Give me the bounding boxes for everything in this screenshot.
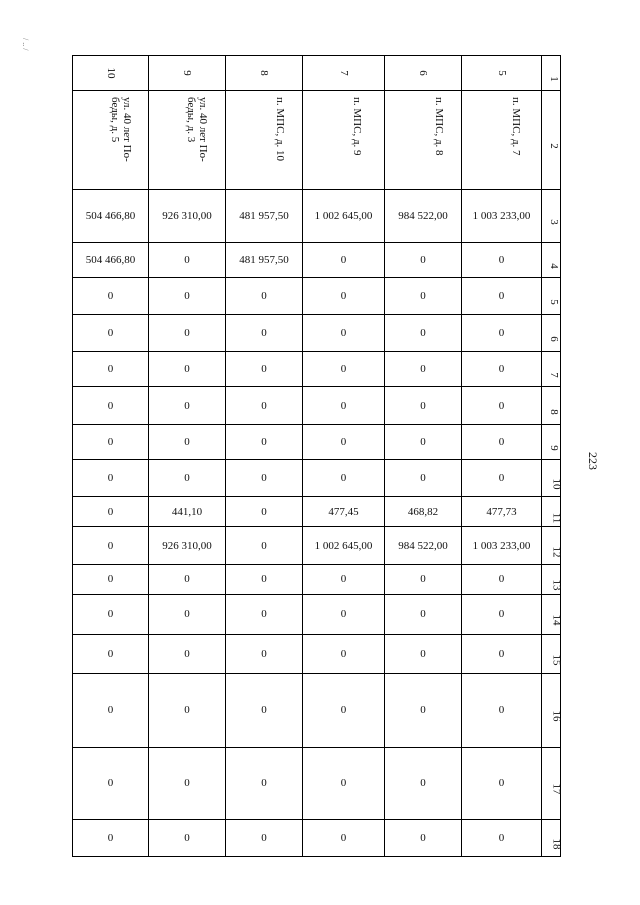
value-cell [462,424,542,459]
row-number-cell-text: 13 [550,579,563,591]
value-cell-text: 0 [107,399,114,412]
value-cell [73,189,149,243]
row-number-cell [542,424,561,459]
row-number-cell [542,634,561,673]
row-number-cell [542,387,561,424]
value-cell [462,278,542,315]
value-cell-text: 0 [420,573,426,586]
table-row [73,819,561,856]
value-cell-text: 0 [261,327,267,340]
value-cell-text: 0 [261,831,267,844]
value-cell-text: 0 [184,363,190,376]
value-cell [462,527,542,564]
address-cell [303,91,385,190]
value-cell [385,747,462,819]
value-cell-text: 0 [261,704,267,717]
value-cell [385,496,462,527]
value-cell [226,243,303,278]
value-cell [226,278,303,315]
row-number-cell [542,278,561,315]
table-row [73,634,561,673]
value-cell-text: 0 [420,471,426,484]
value-cell [303,819,385,856]
address-cell [385,91,462,190]
value-cell-text: 1 002 645,00 [314,210,373,223]
row-number-cell-text: 4 [547,263,560,270]
value-cell-text: 0 [498,831,505,844]
table-row [73,459,561,496]
value-cell-text: 0 [420,777,426,790]
row-number-cell [542,595,561,634]
value-cell-text: 0 [498,254,505,267]
value-cell [226,527,303,564]
value-cell [385,527,462,564]
column-number-cell-text: 7 [337,70,350,76]
value-cell-text: 0 [498,290,505,303]
table-row [73,278,561,315]
value-cell [73,564,149,595]
value-cell [149,243,226,278]
value-cell-text: 0 [498,399,505,412]
value-cell-text: 0 [420,363,426,376]
value-cell-text: 0 [184,777,190,790]
column-number-cell-text: 9 [181,70,193,76]
value-cell [226,315,303,352]
value-cell [149,564,226,595]
value-cell-text: 984 522,00 [398,539,448,552]
value-cell [226,189,303,243]
value-cell [73,819,149,856]
value-cell [303,564,385,595]
row-number-cell-text: 17 [550,783,563,795]
row-number-cell [542,243,561,278]
value-cell-text: 984 522,00 [398,210,448,223]
value-cell-text: 0 [107,647,114,660]
value-cell [73,496,149,527]
value-cell [462,673,542,747]
row-number-cell-text: 7 [547,372,560,379]
value-cell-text: 504 466,80 [85,254,136,267]
value-cell-text: 0 [420,290,426,303]
value-cell [149,673,226,747]
header-colnum-row [73,56,561,91]
value-cell-text: 0 [498,777,505,790]
value-cell [149,459,226,496]
value-cell-text: 0 [340,435,347,448]
value-cell [303,527,385,564]
column-number-cell [385,56,462,91]
value-cell-text: 481 957,50 [239,254,289,267]
value-cell [73,747,149,819]
value-cell [462,352,542,387]
row-number-cell [542,527,561,564]
value-cell-text: 0 [340,399,347,412]
column-number-cell-text: 8 [258,70,270,76]
value-cell-text: 926 310,00 [162,210,212,223]
value-cell [303,189,385,243]
value-cell [385,634,462,673]
row-number-cell-text: 12 [550,546,563,558]
value-cell-text: 0 [261,539,267,552]
value-cell [226,496,303,527]
value-cell-text: 0 [261,290,267,303]
value-cell [462,819,542,856]
value-cell [385,315,462,352]
value-cell [385,352,462,387]
value-cell [385,243,462,278]
value-cell-text: 0 [184,327,190,340]
address-cell-text: ул. 40 лет По-беды, д. 3 [185,97,209,162]
row-number-cell [542,564,561,595]
value-cell-text: 0 [107,435,114,448]
column-number-cell-text: 6 [417,70,429,76]
column-number-cell [226,56,303,91]
table-row [73,315,561,352]
address-cell-text: п. МПС, д. 10 [274,97,286,162]
value-cell [73,387,149,424]
value-cell-text: 0 [420,399,426,412]
value-cell [303,459,385,496]
value-cell [149,819,226,856]
value-cell-text: 0 [107,327,114,340]
value-cell [226,564,303,595]
value-cell-text: 0 [498,573,505,586]
value-cell [303,315,385,352]
value-cell-text: 0 [184,471,190,484]
value-cell-text: 0 [420,435,426,448]
value-cell [149,189,226,243]
address-cell [462,91,542,190]
value-cell [226,459,303,496]
value-cell [303,243,385,278]
table-row [73,387,561,424]
value-cell-text: 926 310,00 [162,539,212,552]
value-cell-text: 0 [184,647,190,660]
address-cell-text: ул. 40 лет По-беды, д. 5 [109,97,133,162]
row-number-cell-text: 11 [550,512,563,523]
value-cell [226,634,303,673]
value-cell-text: 0 [107,471,114,484]
value-cell-text: 477,73 [486,505,517,518]
value-cell-text: 0 [340,290,347,303]
value-cell [385,673,462,747]
value-cell [73,527,149,564]
data-table-container [72,55,563,857]
row-number-cell [542,91,561,190]
value-cell-text: 0 [261,363,267,376]
row-number-cell-text: 9 [547,444,560,451]
value-cell-text: 0 [498,608,505,621]
value-cell-text: 1 002 645,00 [314,539,373,552]
row-number-cell-text: 6 [547,336,560,343]
value-cell [303,634,385,673]
value-cell-text: 441,10 [171,505,203,518]
value-cell-text: 0 [340,573,347,586]
table-row [73,527,561,564]
value-cell [462,315,542,352]
value-cell [73,352,149,387]
value-cell-text: 504 466,80 [85,210,136,223]
value-cell [385,387,462,424]
value-cell [462,496,542,527]
column-number-cell [462,56,542,91]
data-table [72,55,561,857]
value-cell-text: 0 [184,573,190,586]
value-cell-text: 1 003 233,00 [472,539,531,552]
row-number-cell [542,315,561,352]
value-cell [73,424,149,459]
value-cell-text: 0 [498,363,505,376]
value-cell-text: 477,45 [328,505,359,518]
value-cell [226,819,303,856]
value-cell-text: 0 [261,399,267,412]
value-cell-text: 0 [261,471,267,484]
row-number-cell-text: 8 [547,408,560,415]
value-cell [462,387,542,424]
value-cell-text: 0 [184,254,190,267]
value-cell-text: 0 [107,704,114,717]
corner-mark: / .. / [21,38,30,51]
value-cell [385,278,462,315]
column-number-cell-text: 10 [104,67,117,79]
row-number-cell [542,189,561,243]
value-cell-text: 0 [340,327,347,340]
value-cell-text: 0 [261,505,267,518]
value-cell [73,243,149,278]
value-cell [149,278,226,315]
row-number-cell [542,747,561,819]
value-cell [385,819,462,856]
value-cell-text: 0 [107,539,114,552]
value-cell-text: 0 [340,363,347,376]
value-cell [462,189,542,243]
value-cell [462,595,542,634]
value-cell-text: 0 [498,327,505,340]
row-number-cell-text: 10 [550,478,563,490]
column-number-cell-text: 5 [495,70,508,76]
value-cell [73,673,149,747]
value-cell-text: 0 [340,647,347,660]
value-cell [73,634,149,673]
value-cell-text: 0 [184,608,190,621]
table-row [73,673,561,747]
value-cell [462,459,542,496]
value-cell [385,459,462,496]
value-cell-text: 0 [498,704,505,717]
value-cell [303,747,385,819]
table-row [73,564,561,595]
value-cell [226,673,303,747]
row-number-cell-text: 16 [550,710,563,722]
value-cell [303,278,385,315]
value-cell-text: 468,82 [407,505,439,518]
value-cell [149,352,226,387]
value-cell [385,424,462,459]
value-cell-text: 0 [420,831,426,844]
value-cell [462,243,542,278]
table-row [73,189,561,243]
value-cell-text: 0 [184,831,190,844]
table-row [73,424,561,459]
value-cell-text: 0 [107,290,114,303]
row-number-cell-text: 1 [547,76,560,82]
value-cell-text: 0 [498,471,505,484]
row-number-cell [542,352,561,387]
value-cell-text: 0 [340,831,347,844]
row-number-cell-text: 14 [550,614,563,626]
address-cell [73,91,149,190]
row-number-cell-text: 5 [547,299,560,306]
value-cell [226,595,303,634]
value-cell-text: 0 [107,608,114,621]
row-number-cell-text: 2 [547,143,560,149]
value-cell [385,564,462,595]
value-cell [385,595,462,634]
header-address-row [73,91,561,190]
value-cell [149,747,226,819]
value-cell-text: 0 [184,290,190,303]
value-cell [149,527,226,564]
value-cell-text: 0 [107,363,114,376]
value-cell-text: 0 [261,573,267,586]
value-cell [149,496,226,527]
value-cell-text: 0 [498,435,505,448]
address-cell [149,91,226,190]
column-number-cell [149,56,226,91]
value-cell [462,564,542,595]
value-cell [149,387,226,424]
row-number-cell-text: 3 [547,219,560,225]
value-cell-text: 0 [420,254,426,267]
value-cell-text: 1 003 233,00 [472,210,531,223]
value-cell [149,595,226,634]
value-cell-text: 0 [261,647,267,660]
value-cell [149,315,226,352]
value-cell-text: 0 [340,777,347,790]
table-body [73,56,561,857]
value-cell [149,424,226,459]
row-number-cell [542,56,561,91]
value-cell-text: 0 [420,327,426,340]
value-cell [226,387,303,424]
value-cell-text: 0 [107,777,114,790]
row-number-cell [542,496,561,527]
value-cell-text: 0 [340,471,347,484]
column-number-cell [73,56,149,91]
value-cell [73,459,149,496]
table-row [73,352,561,387]
value-cell-text: 0 [184,704,190,717]
address-cell-text: п. МПС, д. 7 [510,97,522,156]
value-cell-text: 0 [420,608,426,621]
value-cell-text: 0 [340,704,347,717]
row-number-cell [542,673,561,747]
row-number-cell-text: 18 [550,838,563,850]
value-cell-text: 0 [107,831,114,844]
value-cell [303,352,385,387]
value-cell [462,747,542,819]
value-cell-text: 0 [261,435,267,448]
table-row [73,496,561,527]
address-cell [226,91,303,190]
value-cell [73,278,149,315]
value-cell [73,595,149,634]
value-cell-text: 0 [261,608,267,621]
table-row [73,595,561,634]
row-number-cell [542,819,561,856]
value-cell-text: 481 957,50 [239,210,289,223]
value-cell [303,496,385,527]
table-row [73,243,561,278]
value-cell-text: 0 [184,435,190,448]
value-cell [303,595,385,634]
value-cell [462,634,542,673]
value-cell-text: 0 [184,399,190,412]
address-cell-text: п. МПС, д. 8 [433,97,445,156]
value-cell [149,634,226,673]
value-cell [385,189,462,243]
value-cell-text: 0 [420,704,426,717]
value-cell [73,315,149,352]
row-number-cell-text: 15 [550,654,563,666]
value-cell-text: 0 [340,254,347,267]
value-cell [303,424,385,459]
address-cell-text: п. МПС, д. 9 [351,97,363,156]
value-cell-text: 0 [340,608,347,621]
value-cell [226,424,303,459]
value-cell-text: 0 [107,573,114,586]
table-row [73,747,561,819]
value-cell [226,747,303,819]
value-cell-text: 0 [420,647,426,660]
value-cell [226,352,303,387]
value-cell-text: 0 [107,505,114,518]
value-cell [303,387,385,424]
column-number-cell [303,56,385,91]
value-cell-text: 0 [261,777,267,790]
row-number-cell [542,459,561,496]
page-number: 223 [586,452,600,470]
value-cell-text: 0 [498,647,505,660]
value-cell [303,673,385,747]
